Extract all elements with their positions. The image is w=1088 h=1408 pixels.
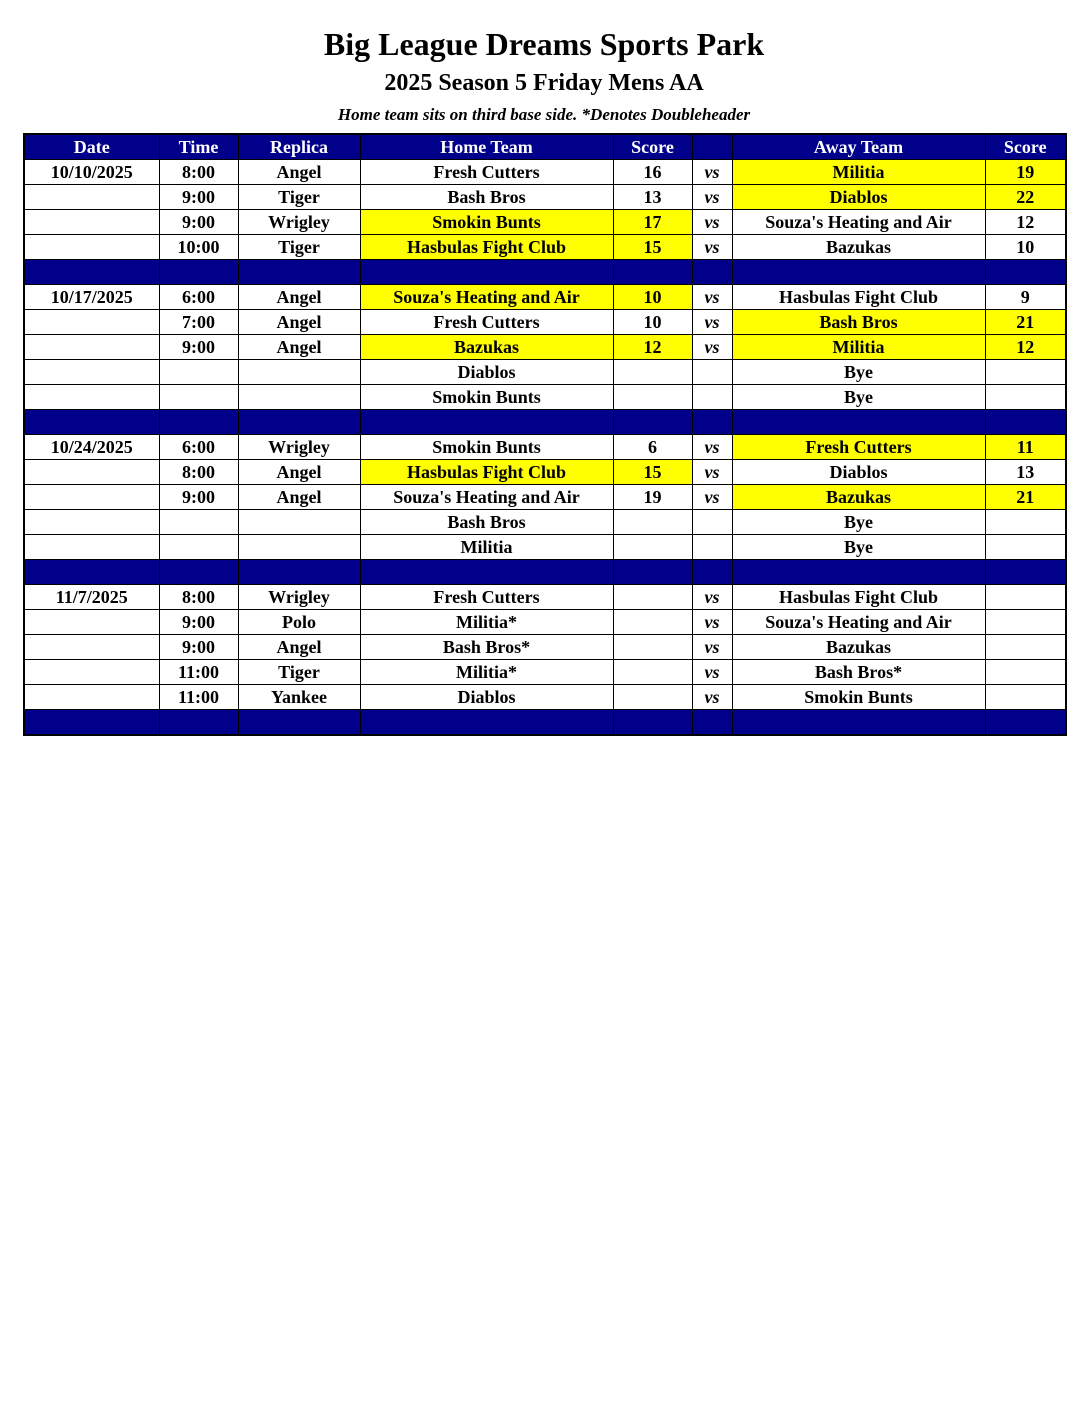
home-team-cell: Smokin Bunts bbox=[360, 210, 613, 235]
home-team-cell: Fresh Cutters bbox=[360, 585, 613, 610]
vs-cell: vs bbox=[692, 635, 732, 660]
table-row bbox=[24, 385, 1066, 410]
away-team-cell: Bye bbox=[732, 510, 985, 535]
table-row bbox=[24, 485, 1066, 510]
home-team-cell: Bazukas bbox=[360, 335, 613, 360]
home-score-cell bbox=[613, 585, 692, 610]
time-cell: 9:00 bbox=[159, 635, 238, 660]
replica-cell: Wrigley bbox=[238, 435, 360, 460]
replica-cell bbox=[238, 535, 360, 560]
separator-cell bbox=[692, 560, 732, 585]
away-team-cell: Bazukas bbox=[732, 235, 985, 260]
vs-cell: vs bbox=[692, 335, 732, 360]
table-row bbox=[24, 635, 1066, 660]
time-cell: 11:00 bbox=[159, 660, 238, 685]
away-team-cell: Militia bbox=[732, 160, 985, 185]
column-header-home-score: Score bbox=[613, 134, 692, 160]
separator-cell bbox=[159, 710, 238, 736]
replica-cell: Wrigley bbox=[238, 210, 360, 235]
home-team-cell: Militia* bbox=[360, 610, 613, 635]
date-cell bbox=[24, 385, 159, 410]
away-score-cell bbox=[985, 610, 1066, 635]
away-score-cell bbox=[985, 660, 1066, 685]
separator-cell bbox=[692, 410, 732, 435]
away-score-cell: 12 bbox=[985, 210, 1066, 235]
home-team-cell: Souza's Heating and Air bbox=[360, 285, 613, 310]
table-row bbox=[24, 535, 1066, 560]
vs-cell: vs bbox=[692, 685, 732, 710]
replica-cell: Polo bbox=[238, 610, 360, 635]
separator-cell bbox=[985, 560, 1066, 585]
vs-cell: vs bbox=[692, 610, 732, 635]
home-score-cell bbox=[613, 535, 692, 560]
home-team-cell: Hasbulas Fight Club bbox=[360, 460, 613, 485]
date-cell: 10/24/2025 bbox=[24, 435, 159, 460]
home-score-cell: 6 bbox=[613, 435, 692, 460]
column-header-away-team: Away Team bbox=[732, 134, 985, 160]
vs-cell: vs bbox=[692, 310, 732, 335]
time-cell: 10:00 bbox=[159, 235, 238, 260]
away-score-cell: 9 bbox=[985, 285, 1066, 310]
date-cell bbox=[24, 210, 159, 235]
home-score-cell bbox=[613, 610, 692, 635]
date-cell bbox=[24, 510, 159, 535]
separator-cell bbox=[24, 710, 159, 736]
replica-cell: Angel bbox=[238, 335, 360, 360]
time-cell bbox=[159, 510, 238, 535]
separator-cell bbox=[613, 560, 692, 585]
home-team-cell: Smokin Bunts bbox=[360, 435, 613, 460]
separator-cell bbox=[159, 260, 238, 285]
separator-cell bbox=[692, 260, 732, 285]
date-cell: 10/17/2025 bbox=[24, 285, 159, 310]
time-cell bbox=[159, 535, 238, 560]
page-title: Big League Dreams Sports Park bbox=[323, 26, 765, 62]
date-cell: 11/7/2025 bbox=[24, 585, 159, 610]
replica-cell: Tiger bbox=[238, 185, 360, 210]
away-team-cell: Hasbulas Fight Club bbox=[732, 585, 985, 610]
date-cell bbox=[24, 635, 159, 660]
home-team-cell: Diablos bbox=[360, 360, 613, 385]
home-team-cell: Militia bbox=[360, 535, 613, 560]
home-score-cell: 15 bbox=[613, 235, 692, 260]
date-cell bbox=[24, 485, 159, 510]
table-row bbox=[24, 510, 1066, 535]
table-row bbox=[24, 235, 1066, 260]
time-cell: 9:00 bbox=[159, 335, 238, 360]
away-score-cell: 19 bbox=[985, 160, 1066, 185]
home-score-cell: 10 bbox=[613, 310, 692, 335]
replica-cell: Angel bbox=[238, 485, 360, 510]
away-score-cell bbox=[985, 360, 1066, 385]
date-cell bbox=[24, 360, 159, 385]
separator-cell bbox=[159, 560, 238, 585]
away-team-cell: Militia bbox=[732, 335, 985, 360]
home-score-cell: 10 bbox=[613, 285, 692, 310]
away-team-cell: Bye bbox=[732, 385, 985, 410]
home-team-cell: Militia* bbox=[360, 660, 613, 685]
date-cell bbox=[24, 185, 159, 210]
separator-cell bbox=[732, 410, 985, 435]
separator-cell bbox=[159, 410, 238, 435]
time-cell: 8:00 bbox=[159, 460, 238, 485]
time-cell: 9:00 bbox=[159, 210, 238, 235]
away-team-cell: Bash Bros* bbox=[732, 660, 985, 685]
separator-cell bbox=[985, 710, 1066, 736]
home-team-cell: Bash Bros bbox=[360, 185, 613, 210]
home-score-cell bbox=[613, 660, 692, 685]
home-score-cell: 15 bbox=[613, 460, 692, 485]
vs-cell: vs bbox=[692, 185, 732, 210]
replica-cell: Angel bbox=[238, 635, 360, 660]
time-cell: 11:00 bbox=[159, 685, 238, 710]
table-row bbox=[24, 685, 1066, 710]
away-score-cell: 21 bbox=[985, 310, 1066, 335]
time-cell: 6:00 bbox=[159, 435, 238, 460]
date-cell bbox=[24, 235, 159, 260]
week-separator-row bbox=[24, 710, 1066, 736]
separator-cell bbox=[238, 710, 360, 736]
home-team-cell: Fresh Cutters bbox=[360, 160, 613, 185]
vs-cell bbox=[692, 535, 732, 560]
replica-cell: Tiger bbox=[238, 235, 360, 260]
away-team-cell: Smokin Bunts bbox=[732, 685, 985, 710]
separator-cell bbox=[360, 560, 613, 585]
home-score-cell: 13 bbox=[613, 185, 692, 210]
column-header-vs bbox=[692, 134, 732, 160]
replica-cell: Tiger bbox=[238, 660, 360, 685]
schedule-note: Home team sits on third base side. *Denotes Doubleheader bbox=[337, 105, 751, 124]
date-cell bbox=[24, 660, 159, 685]
home-team-cell: Bash Bros bbox=[360, 510, 613, 535]
time-cell: 8:00 bbox=[159, 585, 238, 610]
table-row bbox=[24, 185, 1066, 210]
table-row bbox=[24, 335, 1066, 360]
home-score-cell bbox=[613, 385, 692, 410]
table-row bbox=[24, 585, 1066, 610]
away-team-cell: Bazukas bbox=[732, 485, 985, 510]
time-cell: 6:00 bbox=[159, 285, 238, 310]
home-score-cell: 17 bbox=[613, 210, 692, 235]
date-cell bbox=[24, 310, 159, 335]
away-team-cell: Fresh Cutters bbox=[732, 435, 985, 460]
separator-cell bbox=[985, 410, 1066, 435]
home-team-cell: Diablos bbox=[360, 685, 613, 710]
vs-cell: vs bbox=[692, 210, 732, 235]
column-header-date: Date bbox=[24, 134, 159, 160]
replica-cell bbox=[238, 510, 360, 535]
column-header-home-team: Home Team bbox=[360, 134, 613, 160]
separator-cell bbox=[732, 260, 985, 285]
date-cell bbox=[24, 460, 159, 485]
home-team-cell: Smokin Bunts bbox=[360, 385, 613, 410]
away-team-cell: Diablos bbox=[732, 185, 985, 210]
replica-cell: Yankee bbox=[238, 685, 360, 710]
week-separator-row bbox=[24, 560, 1066, 585]
table-row bbox=[24, 285, 1066, 310]
home-score-cell bbox=[613, 635, 692, 660]
table-row bbox=[24, 460, 1066, 485]
home-team-cell: Fresh Cutters bbox=[360, 310, 613, 335]
away-team-cell: Hasbulas Fight Club bbox=[732, 285, 985, 310]
away-team-cell: Souza's Heating and Air bbox=[732, 210, 985, 235]
home-team-cell: Souza's Heating and Air bbox=[360, 485, 613, 510]
away-score-cell bbox=[985, 385, 1066, 410]
replica-cell: Wrigley bbox=[238, 585, 360, 610]
vs-cell bbox=[692, 510, 732, 535]
vs-cell: vs bbox=[692, 235, 732, 260]
table-row bbox=[24, 210, 1066, 235]
replica-cell bbox=[238, 385, 360, 410]
time-cell bbox=[159, 385, 238, 410]
away-team-cell: Bye bbox=[732, 535, 985, 560]
separator-cell bbox=[24, 560, 159, 585]
home-team-cell: Hasbulas Fight Club bbox=[360, 235, 613, 260]
separator-cell bbox=[238, 260, 360, 285]
home-score-cell: 19 bbox=[613, 485, 692, 510]
time-cell: 7:00 bbox=[159, 310, 238, 335]
replica-cell: Angel bbox=[238, 285, 360, 310]
table-row bbox=[24, 360, 1066, 385]
table-row bbox=[24, 310, 1066, 335]
replica-cell: Angel bbox=[238, 160, 360, 185]
column-header-away-score: Score bbox=[985, 134, 1066, 160]
schedule-table bbox=[23, 133, 1067, 736]
replica-cell bbox=[238, 360, 360, 385]
away-score-cell bbox=[985, 685, 1066, 710]
column-header-replica: Replica bbox=[238, 134, 360, 160]
schedule-body bbox=[24, 160, 1066, 736]
replica-cell: Angel bbox=[238, 460, 360, 485]
separator-cell bbox=[732, 560, 985, 585]
vs-cell bbox=[692, 385, 732, 410]
vs-cell: vs bbox=[692, 435, 732, 460]
home-score-cell bbox=[613, 360, 692, 385]
away-score-cell: 11 bbox=[985, 435, 1066, 460]
table-header-row bbox=[24, 134, 1066, 160]
home-team-cell: Bash Bros* bbox=[360, 635, 613, 660]
date-cell: 10/10/2025 bbox=[24, 160, 159, 185]
home-score-cell: 16 bbox=[613, 160, 692, 185]
vs-cell: vs bbox=[692, 660, 732, 685]
page-subtitle: 2025 Season 5 Friday Mens AA bbox=[384, 70, 704, 96]
column-header-time: Time bbox=[159, 134, 238, 160]
home-score-cell bbox=[613, 685, 692, 710]
vs-cell: vs bbox=[692, 460, 732, 485]
away-score-cell bbox=[985, 635, 1066, 660]
away-score-cell: 13 bbox=[985, 460, 1066, 485]
date-cell bbox=[24, 335, 159, 360]
away-score-cell bbox=[985, 510, 1066, 535]
away-team-cell: Bazukas bbox=[732, 635, 985, 660]
away-score-cell: 22 bbox=[985, 185, 1066, 210]
replica-cell: Angel bbox=[238, 310, 360, 335]
separator-cell bbox=[613, 260, 692, 285]
separator-cell bbox=[238, 410, 360, 435]
time-cell bbox=[159, 360, 238, 385]
separator-cell bbox=[360, 260, 613, 285]
away-score-cell: 12 bbox=[985, 335, 1066, 360]
separator-cell bbox=[360, 410, 613, 435]
away-score-cell bbox=[985, 535, 1066, 560]
separator-cell bbox=[238, 560, 360, 585]
table-row bbox=[24, 660, 1066, 685]
away-score-cell: 21 bbox=[985, 485, 1066, 510]
vs-cell: vs bbox=[692, 585, 732, 610]
separator-cell bbox=[24, 260, 159, 285]
separator-cell bbox=[24, 410, 159, 435]
table-row bbox=[24, 435, 1066, 460]
time-cell: 8:00 bbox=[159, 160, 238, 185]
away-team-cell: Diablos bbox=[732, 460, 985, 485]
separator-cell bbox=[613, 410, 692, 435]
away-team-cell: Bye bbox=[732, 360, 985, 385]
separator-cell bbox=[360, 710, 613, 736]
vs-cell: vs bbox=[692, 485, 732, 510]
table-row bbox=[24, 610, 1066, 635]
time-cell: 9:00 bbox=[159, 610, 238, 635]
table-row bbox=[24, 160, 1066, 185]
week-separator-row bbox=[24, 410, 1066, 435]
vs-cell bbox=[692, 360, 732, 385]
separator-cell bbox=[692, 710, 732, 736]
separator-cell bbox=[732, 710, 985, 736]
away-team-cell: Bash Bros bbox=[732, 310, 985, 335]
time-cell: 9:00 bbox=[159, 185, 238, 210]
date-cell bbox=[24, 535, 159, 560]
time-cell: 9:00 bbox=[159, 485, 238, 510]
separator-cell bbox=[985, 260, 1066, 285]
separator-cell bbox=[613, 710, 692, 736]
away-score-cell bbox=[985, 585, 1066, 610]
away-team-cell: Souza's Heating and Air bbox=[732, 610, 985, 635]
vs-cell: vs bbox=[692, 160, 732, 185]
week-separator-row bbox=[24, 260, 1066, 285]
vs-cell: vs bbox=[692, 285, 732, 310]
away-score-cell: 10 bbox=[985, 235, 1066, 260]
home-score-cell: 12 bbox=[613, 335, 692, 360]
date-cell bbox=[24, 685, 159, 710]
home-score-cell bbox=[613, 510, 692, 535]
date-cell bbox=[24, 610, 159, 635]
